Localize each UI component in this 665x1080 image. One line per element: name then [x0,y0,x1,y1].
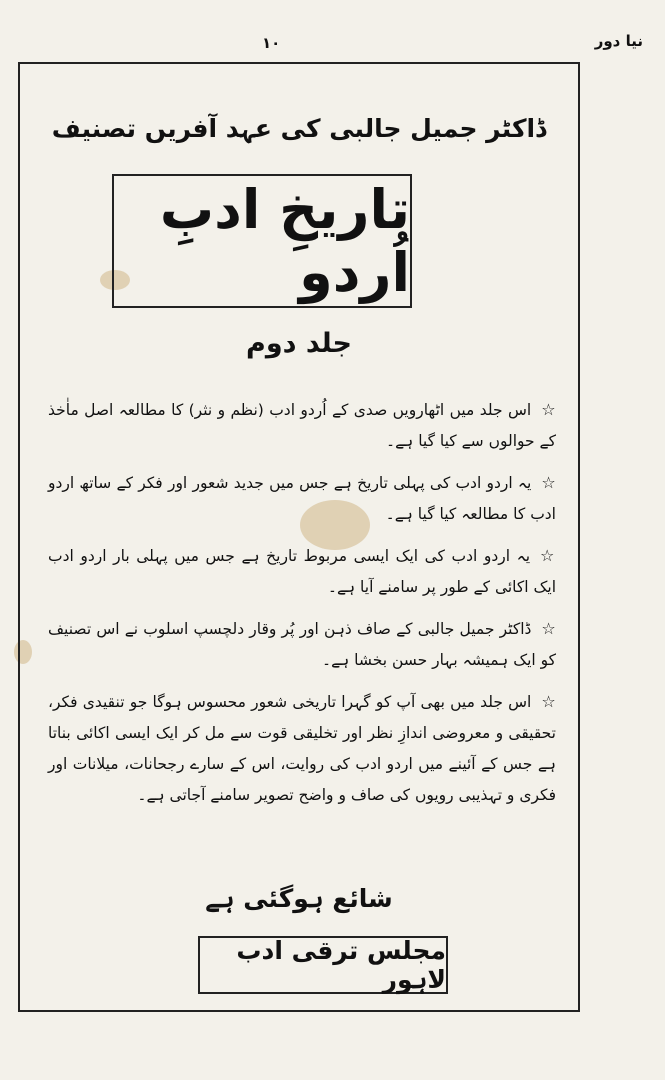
publisher-box [198,936,448,994]
book-title: تاریخِ ادبِ اُردو [159,178,410,304]
list-item [48,540,556,603]
page-number: ۱۰ [262,34,281,52]
author-line: ڈاکٹر جمیل جالبی کی عہد آفریں تصنیف [51,114,547,143]
list-item [48,467,556,530]
star-icon: ☆ [540,546,556,565]
feature-list [48,394,556,821]
list-item [48,394,556,457]
star-icon: ☆ [541,400,556,419]
list-item-text: یہ اردو ادب کی ایک ایسی مربوط تاریخ ہے جس میں پہلی بار اردو ادب ایک اکائی کے طور پر سامنے آیا ہے۔ [48,547,556,596]
published-notice: شائع ہوگئی ہے [205,884,393,913]
advert-frame [18,62,580,1012]
volume-label: جلد دوم [246,328,352,359]
publisher-name: مجلس ترقی ادب لاہور [236,936,446,994]
star-icon: ☆ [541,619,556,638]
running-head: نیا دور [594,32,643,50]
star-icon: ☆ [541,692,556,711]
list-item-text: ڈاکٹر جمیل جالبی کے صاف ذہن اور پُر وقار دلچسپ اسلوب نے اس تصنیف کو ایک ہمیشہ بہار حسن بخشا ہے۔ [48,620,556,669]
list-item-text: یہ اردو ادب کی پہلی تاریخ ہے جس میں جدید شعور اور فکر کے ساتھ اردو ادب کا مطالعہ کیا گیا ہے۔ [48,474,556,523]
list-item [48,686,556,811]
title-box [112,174,412,308]
list-item-text: اس جلد میں اٹھارویں صدی کے اُردو ادب (نظم و نثر) کا مطالعہ اصل ماٰخذ کے حوالوں سے کیا گیا ہے۔ [48,401,556,450]
star-icon: ☆ [541,473,556,492]
list-item [48,613,556,676]
list-item-text: اس جلد میں بھی آپ کو گہرا تاریخی شعور محسوس ہوگا جو تنقیدی فکر، تحقیقی و معروضی اندازِ نظر اور تخلیقی قوت سے مل کر ایک ایسی اکائی بناتا ہے جس کے آئینے میں اردو ادب کی روایت، اس کے سارے رجحانات، میلانات اور فکری و تہذیبی رویوں کی صاف و واضح تصویر سامنے آجاتی ہے۔ [48,693,556,804]
